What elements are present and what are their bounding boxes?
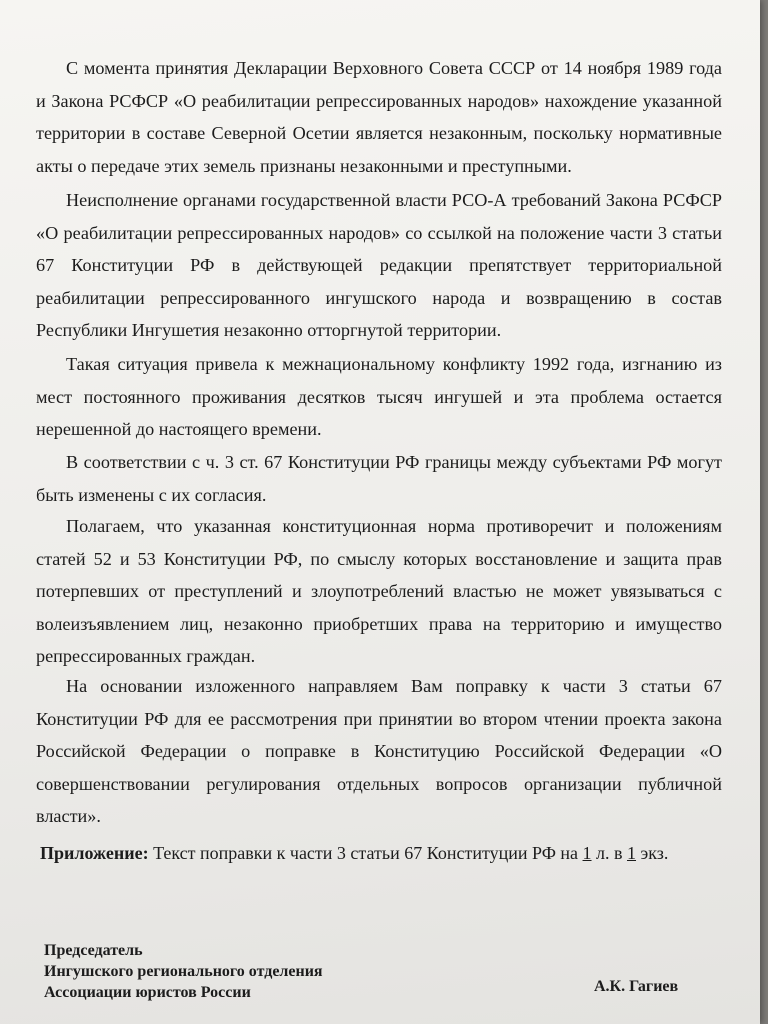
attachment-text: Текст поправки к части 3 статьи 67 Конституции РФ на	[153, 843, 579, 863]
paragraph-6: На основании изложенного направляем Вам поправку к части 3 статьи 67 Конституции РФ для ее рассмотрения при принятии во втором чтении проекта закона Российской Федерации о поправке в Конституцию Российской Федерации «О совершенствовании регулирования отдельных вопросов организации публичной власти».	[36, 676, 722, 826]
attachment-line	[40, 838, 740, 868]
attachment-copies-unit: экз.	[640, 843, 669, 863]
attachment-pages-unit: л. в	[596, 843, 623, 863]
paragraph-1: С момента принятия Декларации Верховного Совета СССР от 14 ноября 1989 года и Закона РСФСР «О реабилитации репрессированных народов» нахождение указанной территории в составе Северной Осетии является незаконным, поскольку нормативные акты о передаче этих земель признаны незаконными и преступными.	[36, 58, 722, 176]
attachment-label: Приложение:	[40, 843, 149, 863]
signer-title-line-3: Ассоциации юристов России	[44, 984, 251, 1001]
paragraph-3: Такая ситуация привела к межнациональному конфликту 1992 года, изгнанию из мест постоянного проживания десятков тысяч ингушей и эта проблема остается нерешенной до настоящего времени.	[36, 354, 722, 439]
signer-title-line-2: Ингушского регионального отделения	[44, 963, 323, 980]
signer-name: А.К. Гагиев	[594, 978, 679, 995]
signer-block	[44, 940, 323, 1003]
paragraph-5: Полагаем, что указанная конституционная норма противоречит и положениям статей 52 и 53 Конституции РФ, по смыслу которых восстановление и защита прав потерпевших от преступлений и злоупотреблений властью не может увязываться с волеизъявлением лиц, незаконно приобретших права на территорию и имущество репрессированных граждан.	[36, 516, 722, 666]
paragraph-2: Неисполнение органами государственной власти РСО-А требований Закона РСФСР «О реабилитации репрессированных народов» со ссылкой на положение части 3 статьи 67 Конституции РФ в действующей редакции препятствует территориальной реабилитации репрессированного ингушского народа и возвращению в состав Республики Ингушетия незаконно отторгнутой территории.	[36, 190, 722, 340]
paragraph-4: В соответствии с ч. 3 ст. 67 Конституции РФ границы между субъектами РФ могут быть изменены с их согласия.	[36, 452, 722, 505]
attachment-pages: 1	[582, 843, 592, 863]
signer-title-line-1: Председатель	[44, 942, 143, 959]
attachment-copies: 1	[627, 843, 637, 863]
